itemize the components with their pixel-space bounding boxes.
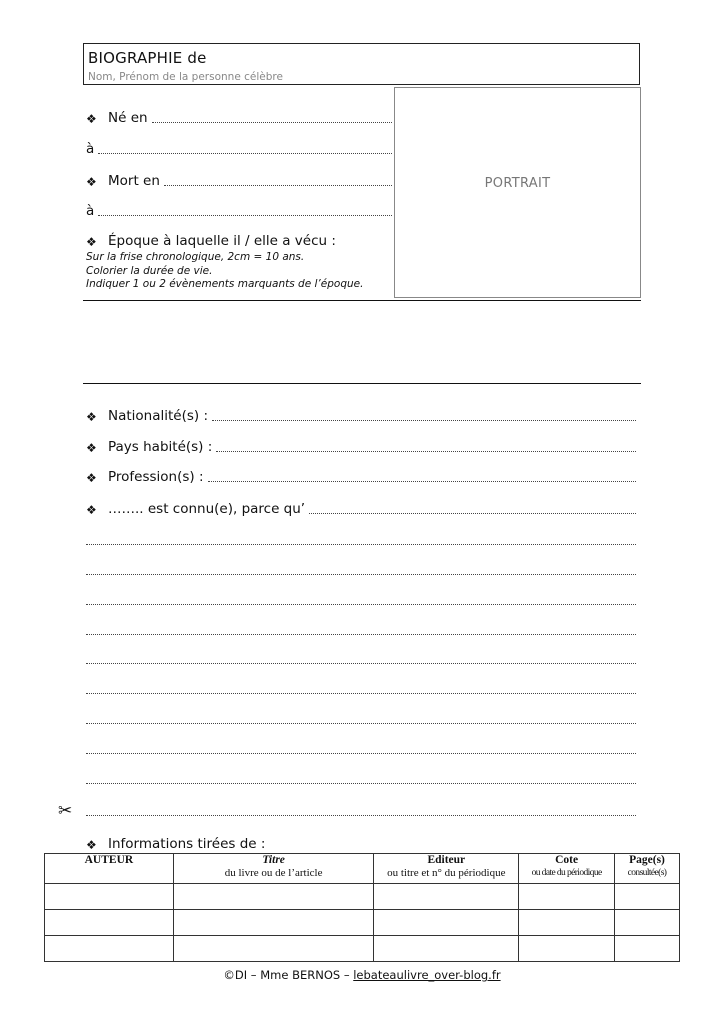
died-place-fill-line	[98, 211, 392, 216]
table-cell[interactable]	[173, 884, 374, 910]
era-instruction-line: Indiquer 1 ou 2 évènements marquants de l’époque.	[86, 278, 364, 290]
writing-line	[86, 634, 636, 635]
died-fill-line	[164, 181, 392, 186]
era-row	[86, 231, 392, 249]
table-cell[interactable]	[615, 884, 680, 910]
born-place-fill-line	[98, 149, 392, 154]
era-instructions	[86, 251, 392, 292]
table-cell[interactable]	[519, 936, 615, 962]
born-row	[86, 108, 392, 126]
footer-credit: ©DI – Mme BERNOS –	[223, 968, 354, 982]
known-for-label: …….. est connu(e), parce qu’	[108, 501, 306, 517]
bullet-icon: ❖	[86, 503, 97, 517]
profession-fill-line	[208, 477, 636, 482]
sources-heading-row	[86, 834, 386, 852]
timeline-top-line	[83, 300, 641, 301]
portrait-box	[394, 87, 641, 298]
table-row	[45, 910, 680, 936]
writing-line	[86, 693, 636, 694]
countries-fill-line	[216, 447, 636, 452]
table-cell[interactable]	[519, 910, 615, 936]
table-row	[45, 936, 680, 962]
era-instruction-line: Sur la frise chronologique, 2cm = 10 ans.	[86, 251, 305, 263]
writing-line	[86, 544, 636, 545]
scissors-icon: ✂	[58, 801, 73, 821]
bullet-icon: ❖	[86, 410, 97, 424]
portrait-label: PORTRAIT	[484, 176, 551, 191]
known-for-row	[86, 499, 636, 517]
bullet-icon: ❖	[86, 175, 97, 189]
writing-line	[86, 723, 636, 724]
table-row	[45, 884, 680, 910]
table-cell[interactable]	[615, 936, 680, 962]
table-cell[interactable]	[374, 936, 519, 962]
countries-row	[86, 437, 636, 455]
timeline-bottom-line	[83, 383, 641, 384]
bullet-icon: ❖	[86, 441, 97, 455]
era-instruction-line: Colorier la durée de vie.	[86, 264, 213, 277]
born-place-label: à	[86, 141, 95, 157]
sources-heading: Informations tirées de :	[108, 836, 266, 852]
bullet-icon: ❖	[86, 112, 97, 126]
nationality-row	[86, 406, 636, 424]
col-header-cote: Cote ou date du périodique	[519, 854, 615, 884]
writing-line	[86, 604, 636, 605]
profession-row	[86, 467, 636, 485]
table-cell[interactable]	[45, 884, 174, 910]
table-header-row	[45, 854, 680, 884]
nationality-fill-line	[212, 416, 636, 421]
col-header-pages: Page(s) consultée(s)	[615, 854, 680, 884]
writing-line	[86, 753, 636, 754]
bullet-icon: ❖	[86, 235, 97, 249]
died-place-label: à	[86, 203, 95, 219]
col-header-publisher: Editeur ou titre et n° du périodique	[374, 854, 519, 884]
table-cell[interactable]	[615, 910, 680, 936]
era-label: Époque à laquelle il / elle a vécu :	[108, 233, 336, 249]
nationality-label: Nationalité(s) :	[108, 408, 209, 424]
born-label: Né en	[108, 110, 148, 126]
writing-line	[86, 574, 636, 575]
col-header-title: Titre du livre ou de l’article	[173, 854, 374, 884]
born-place-row	[86, 139, 392, 157]
writing-line	[86, 783, 636, 784]
table-cell[interactable]	[45, 936, 174, 962]
page-title: BIOGRAPHIE de	[88, 49, 207, 67]
countries-label: Pays habité(s) :	[108, 439, 213, 455]
footer	[0, 968, 724, 982]
cut-line	[86, 815, 636, 816]
table-cell[interactable]	[374, 884, 519, 910]
born-fill-line	[152, 118, 392, 123]
table-cell[interactable]	[519, 884, 615, 910]
table-cell[interactable]	[45, 910, 174, 936]
bullet-icon: ❖	[86, 838, 97, 852]
col-header-author: AUTEUR	[45, 854, 174, 884]
sources-table	[44, 853, 680, 962]
page-subtitle: Nom, Prénom de la personne célèbre	[88, 71, 283, 83]
writing-line	[86, 663, 636, 664]
table-cell[interactable]	[173, 936, 374, 962]
profession-label: Profession(s) :	[108, 469, 204, 485]
known-for-fill-line	[309, 509, 636, 514]
died-label: Mort en	[108, 173, 160, 189]
title-box	[83, 43, 640, 85]
died-row	[86, 171, 392, 189]
bullet-icon: ❖	[86, 471, 97, 485]
table-cell[interactable]	[374, 910, 519, 936]
died-place-row	[86, 201, 392, 219]
footer-link[interactable]: lebateaulivre_over-blog.fr	[353, 968, 501, 982]
table-cell[interactable]	[173, 910, 374, 936]
